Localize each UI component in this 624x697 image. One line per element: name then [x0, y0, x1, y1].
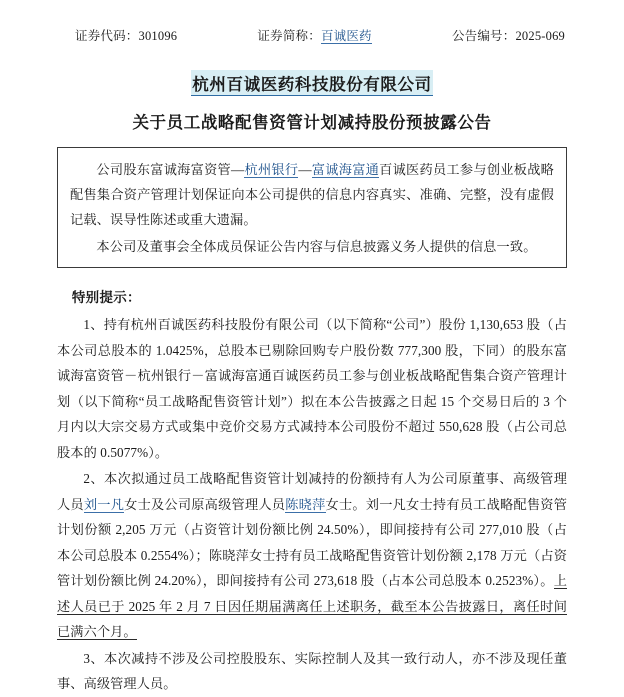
fund-manager-link: 富诚海富通 — [311, 162, 380, 177]
person-name-chen-xiaoping: 陈晓萍 — [285, 496, 326, 512]
security-code-value: 301096 — [138, 29, 178, 43]
statement-text-c: 百诚医药员工参与创业板战略配售集合资产管理计划保证向本公司提供的信息内容真实、准确、完整，没有虚假记载、误导性陈述或重大遗漏。 — [70, 162, 555, 227]
security-abbr-value: 百诚医药 — [320, 29, 372, 43]
statement-dash: — — [298, 162, 312, 177]
security-code — [75, 26, 177, 44]
security-abbr-label: 证券简称： — [257, 29, 321, 43]
bank-name-link: 杭州银行 — [244, 162, 299, 177]
item2-text-b: 女士及公司原高级管理人员 — [124, 496, 286, 512]
notice-number — [452, 26, 565, 44]
statement-text-a: 公司股东富诚海富资管— — [96, 162, 245, 177]
notice-item-3: 3、本次减持不涉及公司控股股东、实际控制人及其一致行动人，亦不涉及现任董事、高级管理人员。 — [57, 650, 567, 691]
special-notice-heading: 特别提示： — [71, 290, 141, 305]
guarantee-statement-box — [57, 147, 567, 268]
resignation-statement: 上述人员已于 2025 年 2 月 7 日因任期届满离任上述职务，截至本公告披露日，离任时间已满六个月。 — [57, 573, 567, 639]
document-header — [57, 26, 567, 44]
document-title — [57, 70, 567, 133]
notice-number-label: 公告编号： — [451, 29, 516, 43]
guarantee-statement-paragraph-2: 本公司及董事会全体成员保证公告内容与信息披露义务人提供的信息一致。 — [96, 239, 537, 254]
item2-text-a: 2、本次拟通过员工战略配售资管计划减持的份额持有人为公司原董事、高级管理人员 — [57, 471, 567, 512]
security-abbr — [257, 26, 371, 44]
guarantee-statement-paragraph-1 — [70, 157, 554, 232]
notice-number-value: 2025-069 — [515, 29, 565, 43]
notice-item-1: 1、持有杭州百诚医药科技股份有限公司（以下简称“公司”）股份 1,130,653 股（占本公司总股本的 1.0425%，总股本已剔除回购专户股份数 777,300 股，下同）的股东富诚海富资管－杭州银行－富诚海富通百诚医药员工参与创业板战略配售集合资产管理计划（以下简称“员工战略配售资管计划”）拟在本公告披露之日起 15 个交易日后的 3 个月内以大宗交易方式或集中竞价交易方式减持本公司股份不超过 550,628 股（占公司总股本的 0.5077%）。 — [57, 317, 567, 460]
item2-text-c: 女士。刘一凡女士持有员工战略配售资管计划份额 2,205 万元（占资管计划份额比例 24.50%），即间接持有公司 277,010 股（占本公司总股本 0.2554%）；陈晓萍女士持有员工战略配售资管计划份额 2,178 万元（占资管计划份额比例 24.20%），即间接持有公司 273,618 股（占本公司总股本 0.2523%）。 — [57, 496, 568, 588]
person-name-liu-yifan: 刘一凡 — [83, 496, 125, 512]
notice-item-2 — [57, 466, 567, 645]
company-name-title: 杭州百诚医药科技股份有限公司 — [191, 70, 432, 96]
security-code-label: 证券代码： — [75, 29, 139, 43]
announcement-subject-title: 关于员工战略配售资管计划减持股份预披露公告 — [132, 113, 492, 132]
